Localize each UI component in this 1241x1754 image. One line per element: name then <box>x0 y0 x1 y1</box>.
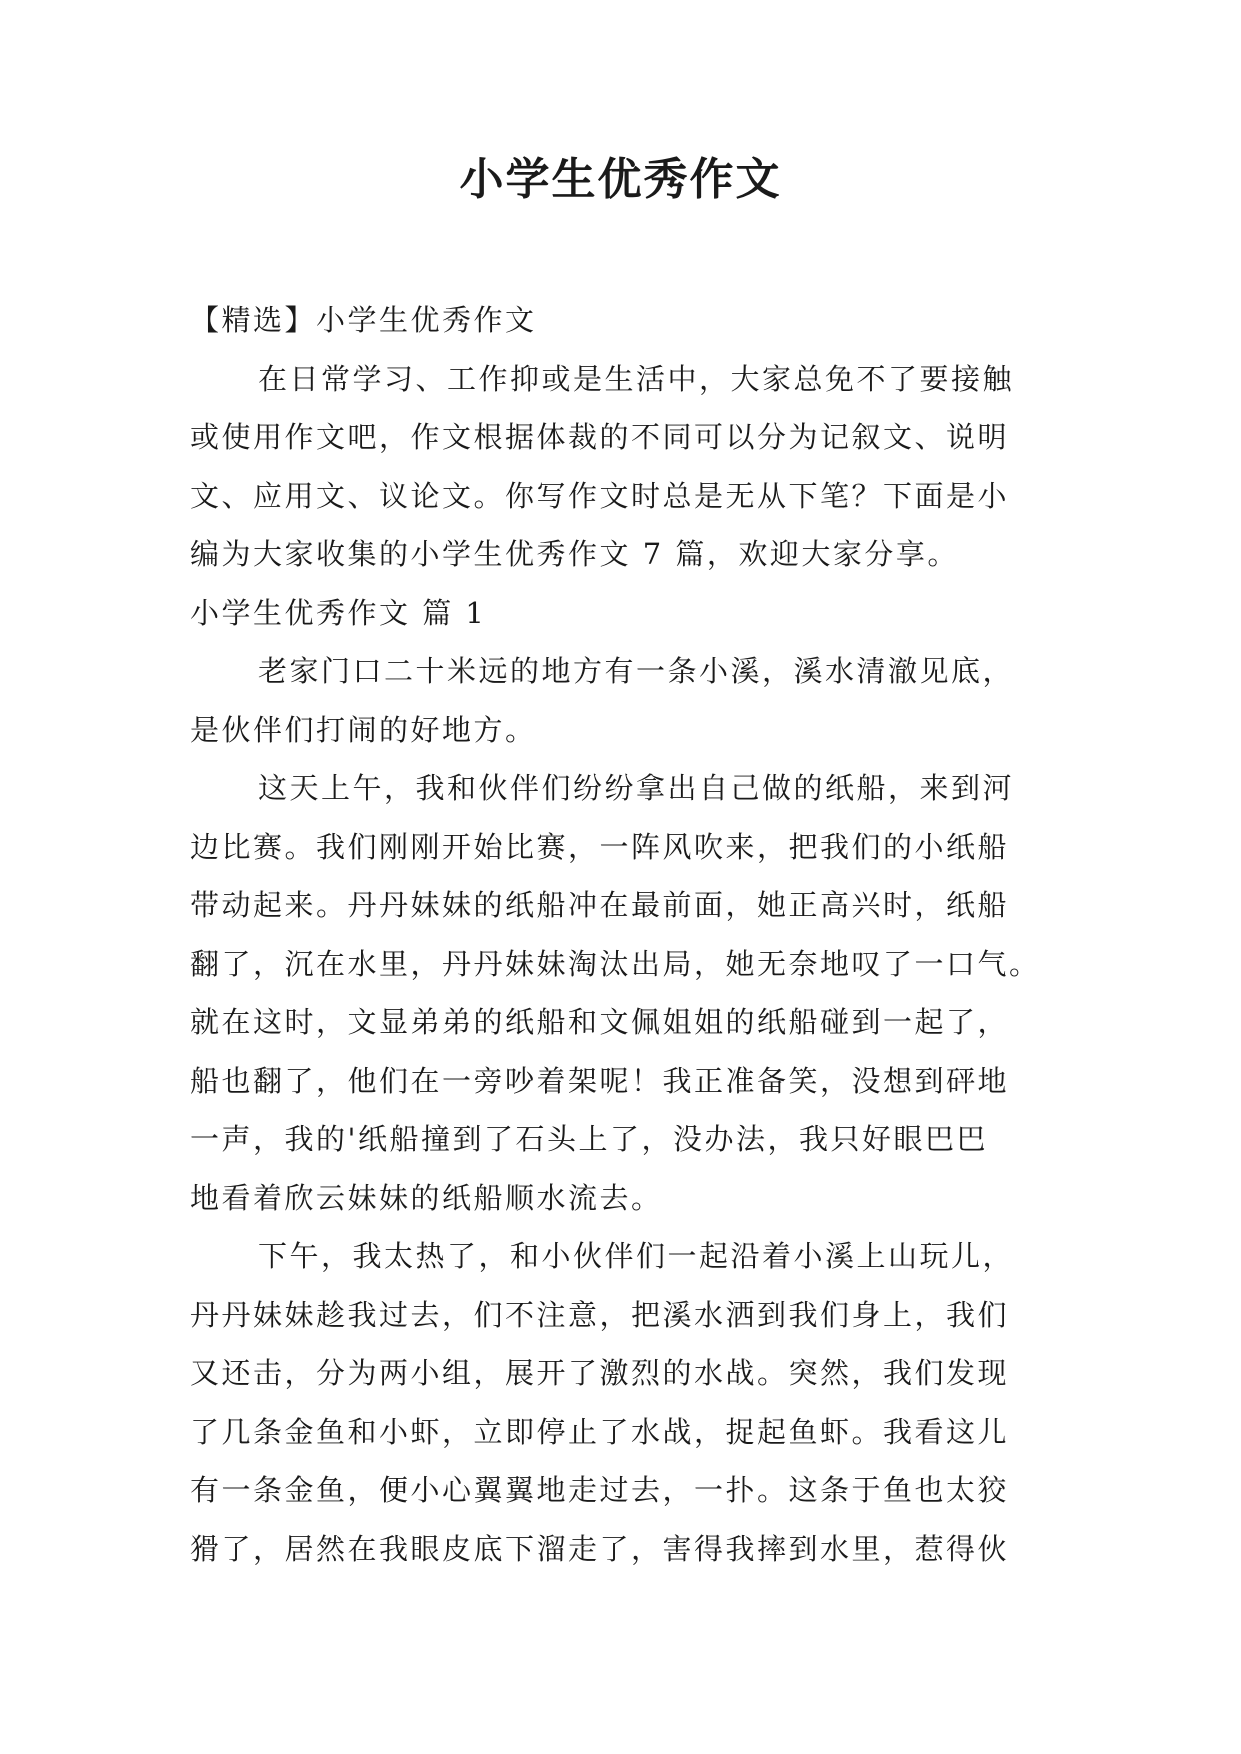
text-line: 【精选】小学生优秀作文 <box>190 303 537 337</box>
text-line: 又还击，分为两小组，展开了激烈的水战。突然，我们发现 <box>190 1356 1010 1390</box>
text-line: 文、应用文、议论文。你写作文时总是无从下笔？下面是小 <box>190 478 1010 513</box>
text-line: 在日常学习、工作抑或是生活中，大家总免不了要接触 <box>258 361 1015 396</box>
text-line: 老家门口二十米远的地方有一条小溪，溪水清澈见底， <box>258 654 1015 688</box>
text-line: 就在这时，文显弟弟的纸船和文佩姐姐的纸船碰到一起了， <box>190 1005 1010 1039</box>
document-title: 小学生优秀作文 <box>459 154 782 205</box>
text-line: 下午，我太热了，和小伙伴们一起沿着小溪上山玩儿， <box>258 1239 1015 1273</box>
text-line: 边比赛。我们刚刚开始比赛，一阵风吹来，把我们的小纸船 <box>190 829 1010 864</box>
text-line: 翻了，沉在水里，丹丹妹妹淘汰出局，她无奈地叹了一口气。 <box>190 946 1041 981</box>
text-line: 带动起来。丹丹妹妹的纸船冲在最前面，她正高兴时，纸船 <box>190 888 1010 922</box>
text-line: 丹丹妹妹趁我过去，们不注意，把溪水洒到我们身上，我们 <box>190 1297 1010 1332</box>
text-line: 船也翻了，他们在一旁吵着架呢！我正准备笑，没想到砰地 <box>190 1063 1010 1098</box>
text-line: 猾了，居然在我眼皮底下溜走了，害得我摔到水里，惹得伙 <box>190 1531 1010 1566</box>
text-line: 地看着欣云妹妹的纸船顺水流去。 <box>190 1180 663 1215</box>
document-body <box>190 291 1070 1578</box>
text-line: 是伙伴们打闹的好地方。 <box>190 712 537 747</box>
text-line: 这天上午，我和伙伴们纷纷拿出自己做的纸船，来到河 <box>258 771 1015 805</box>
text-line: 或使用作文吧，作文根据体裁的不同可以分为记叙文、说明 <box>190 420 1010 454</box>
text-line: 了几条金鱼和小虾，立即停止了水战，捉起鱼虾。我看这儿 <box>190 1414 1010 1449</box>
text-line: 一声，我的'纸船撞到了石头上了，没办法，我只好眼巴巴 <box>190 1122 988 1156</box>
text-line: 编为大家收集的小学生优秀作文 7 篇，欢迎大家分享。 <box>190 537 959 571</box>
section-heading: 小学生优秀作文 篇 1 <box>190 595 487 630</box>
text-line: 有一条金鱼，便小心翼翼地走过去，一扑。这条于鱼也太狡 <box>190 1473 1010 1507</box>
